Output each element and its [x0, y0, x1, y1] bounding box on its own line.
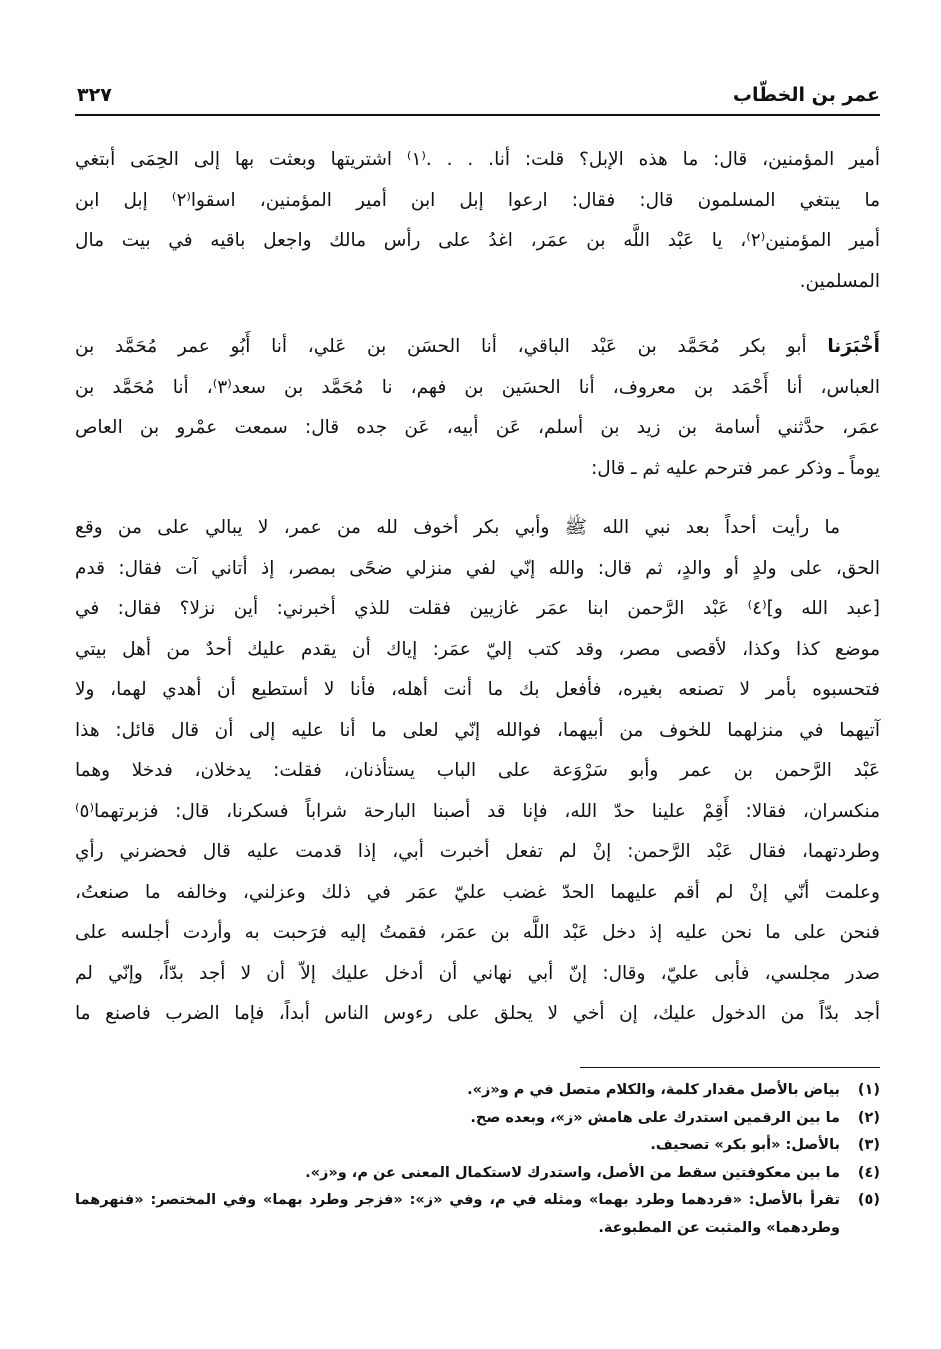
text-line: عمَر، حدَّثني أسامة بن زيد بن أسلم، عَن أبيه، عَن جده قال: سمعت عمْرو بن العاص	[75, 417, 880, 438]
text-line: أمير المؤمنين، قال: ما هذه الإبل؟ قلت: أنا. . . .⁽١⁾ اشتريتها وبعثت بها إلى الحِمَى أبتغي	[75, 149, 880, 170]
text-line	[75, 327, 880, 368]
footnotes	[75, 1077, 880, 1242]
text-line: [عبد الله و]⁽٤⁾ عَبْد الرَّحمن ابنا عمَر غازيين فقلت للذي أخبرني: أين نزلا؟ فقال: في	[75, 598, 881, 619]
text-line: وطردتهما، فقال عَبْد الرَّحمن: إنْ لم تفعل أخبرت أبي، إذا قدمت عليه قال فحضرني رأي	[75, 841, 880, 862]
text-line: المسلمين.	[799, 270, 880, 292]
footnote	[75, 1077, 880, 1105]
text-line: أمير المؤمنين⁽٢⁾، يا عَبْد اللَّه بن عمَر، اغدُ على رأس مالك واجعل باقيه في بيت مال	[75, 230, 880, 251]
footnote-divider	[580, 1067, 880, 1068]
text-line: ما يبتغي المسلمون قال: فقال: ارعوا إبل ابن أمير المؤمنين، اسقوا⁽٢⁾ إبل ابن	[75, 189, 880, 211]
isnad-lead-word: أَخْبَرَنا	[827, 336, 880, 357]
footnote-number: (٢)	[857, 1109, 880, 1126]
footnote-text: تقرأ بالأصل: «فردهما وطرد بهما» ومثله في م، وفي «ز»: «فزجر وطرد بهما» وفي المختصر: «فنهرهما وطردهما» والمثبت عن المطبوعة.	[75, 1192, 840, 1236]
footnote-text: ما بين معكوفتين سقط من الأصل، واستدرك لاستكمال المعنى عن م، و«ز».	[305, 1164, 840, 1181]
text-line: فتحسبوه بأمر لا تصنعه بغيره، فأفعل بك ما أنت أهله، فأنا لا أستطيع أن أهدي لهما، ولا	[75, 679, 880, 700]
paragraph-1	[75, 140, 880, 302]
text-line: وعلمت أنّي إنْ لم أقم عليهما الحدّ غضب عليّ عمَر في ذلك وعزلني، وخالفه ما صنعتُ،	[75, 881, 880, 903]
text-line: ما رأيت أحداً بعد نبي الله ﷺ وأبي بكر أخوف لله من عمر، لا يبالي على من وقع	[75, 517, 840, 538]
footnote-number: (٤)	[857, 1164, 880, 1181]
text-line: عَبْد الرَّحمن بن عمر وأبو سَرْوَعة على الباب يستأذنان، فقلت: يدخلان، فدخلا وهما	[75, 760, 880, 781]
text-line: يوماً ـ وذكر عمر فترحم عليه ثم ـ قال:	[591, 457, 880, 479]
footnote	[75, 1105, 880, 1133]
footnote-number: (٣)	[857, 1137, 880, 1153]
paragraph-3	[75, 508, 880, 1035]
text-line: الحق، على ولدٍ أو والدٍ، ثم قال: والله إنّي لفي منزلي ضحًى بمصر، إذ أتاني آت فقال: قدم	[75, 557, 880, 579]
text-line: آتيهما في منزلهما للخوف من أبيهما، فوالله إنّي لعلى ما أنا عليه إلى أن قال قائل: هذا	[75, 719, 880, 741]
footnote	[75, 1187, 880, 1242]
text-run: أبو بكر مُحَمَّد بن عَبْد الباقي، أنا الحسَن بن عَلي، أنا أَبُو عمر مُحَمَّد بن	[75, 336, 807, 357]
text-line: صدر مجلسي، فأبى عليّ، وقال: إنّ أبي نهاني أن أدخل عليك إلاّ أن لا أجد بدّاً، وإنّي لم	[75, 962, 880, 984]
footnote-text: ما بين الرقمين استدرك على هامش «ز»، وبعده صح.	[470, 1109, 840, 1126]
footnote-number: (١)	[857, 1082, 880, 1098]
running-title: عمر بن الخطّاب	[732, 84, 880, 106]
running-header	[75, 82, 880, 116]
text-line: منكسران، فقالا: أَقِمْ علينا حدّ الله، فإنا قد أصبنا البارحة شراباً فسكرنا، قال: فزبرتهما⁽٥⁾	[75, 800, 880, 822]
text-line: العباس، أنا أَحْمَد بن معروف، أنا الحسَين بن فهم، نا مُحَمَّد بن سعد⁽٣⁾، أنا مُحَمَّد بن	[75, 376, 880, 398]
footnote-text: بالأصل: «أبو بكر» تصحيف.	[650, 1137, 840, 1153]
footnote-number: (٥)	[857, 1192, 880, 1208]
footnote	[75, 1132, 880, 1160]
footnote	[75, 1160, 880, 1188]
text-line: موضع كذا وكذا، لأقصى مصر، وقد كتب إليّ عمَر: إياك أن يقدم عليك أحدٌ من أهل بيتي	[75, 638, 880, 660]
page-number: ٣٢٧	[77, 84, 112, 106]
text-line: أجد بدّاً من الدخول عليك، إن أخي لا يحلق على رءوس الناس أبداً، فإما الضرب فاصنع ما	[75, 1003, 880, 1024]
footnote-text: بياض بالأصل مقدار كلمة، والكلام متصل في م و«ز».	[467, 1082, 840, 1098]
text-line: فنحن على ما نحن عليه إذ دخل عَبْد اللَّه بن عمَر، فقمتُ إليه فرَحبت به وأردت أجلسه على	[75, 922, 880, 943]
paragraph-2-isnad	[75, 327, 880, 489]
